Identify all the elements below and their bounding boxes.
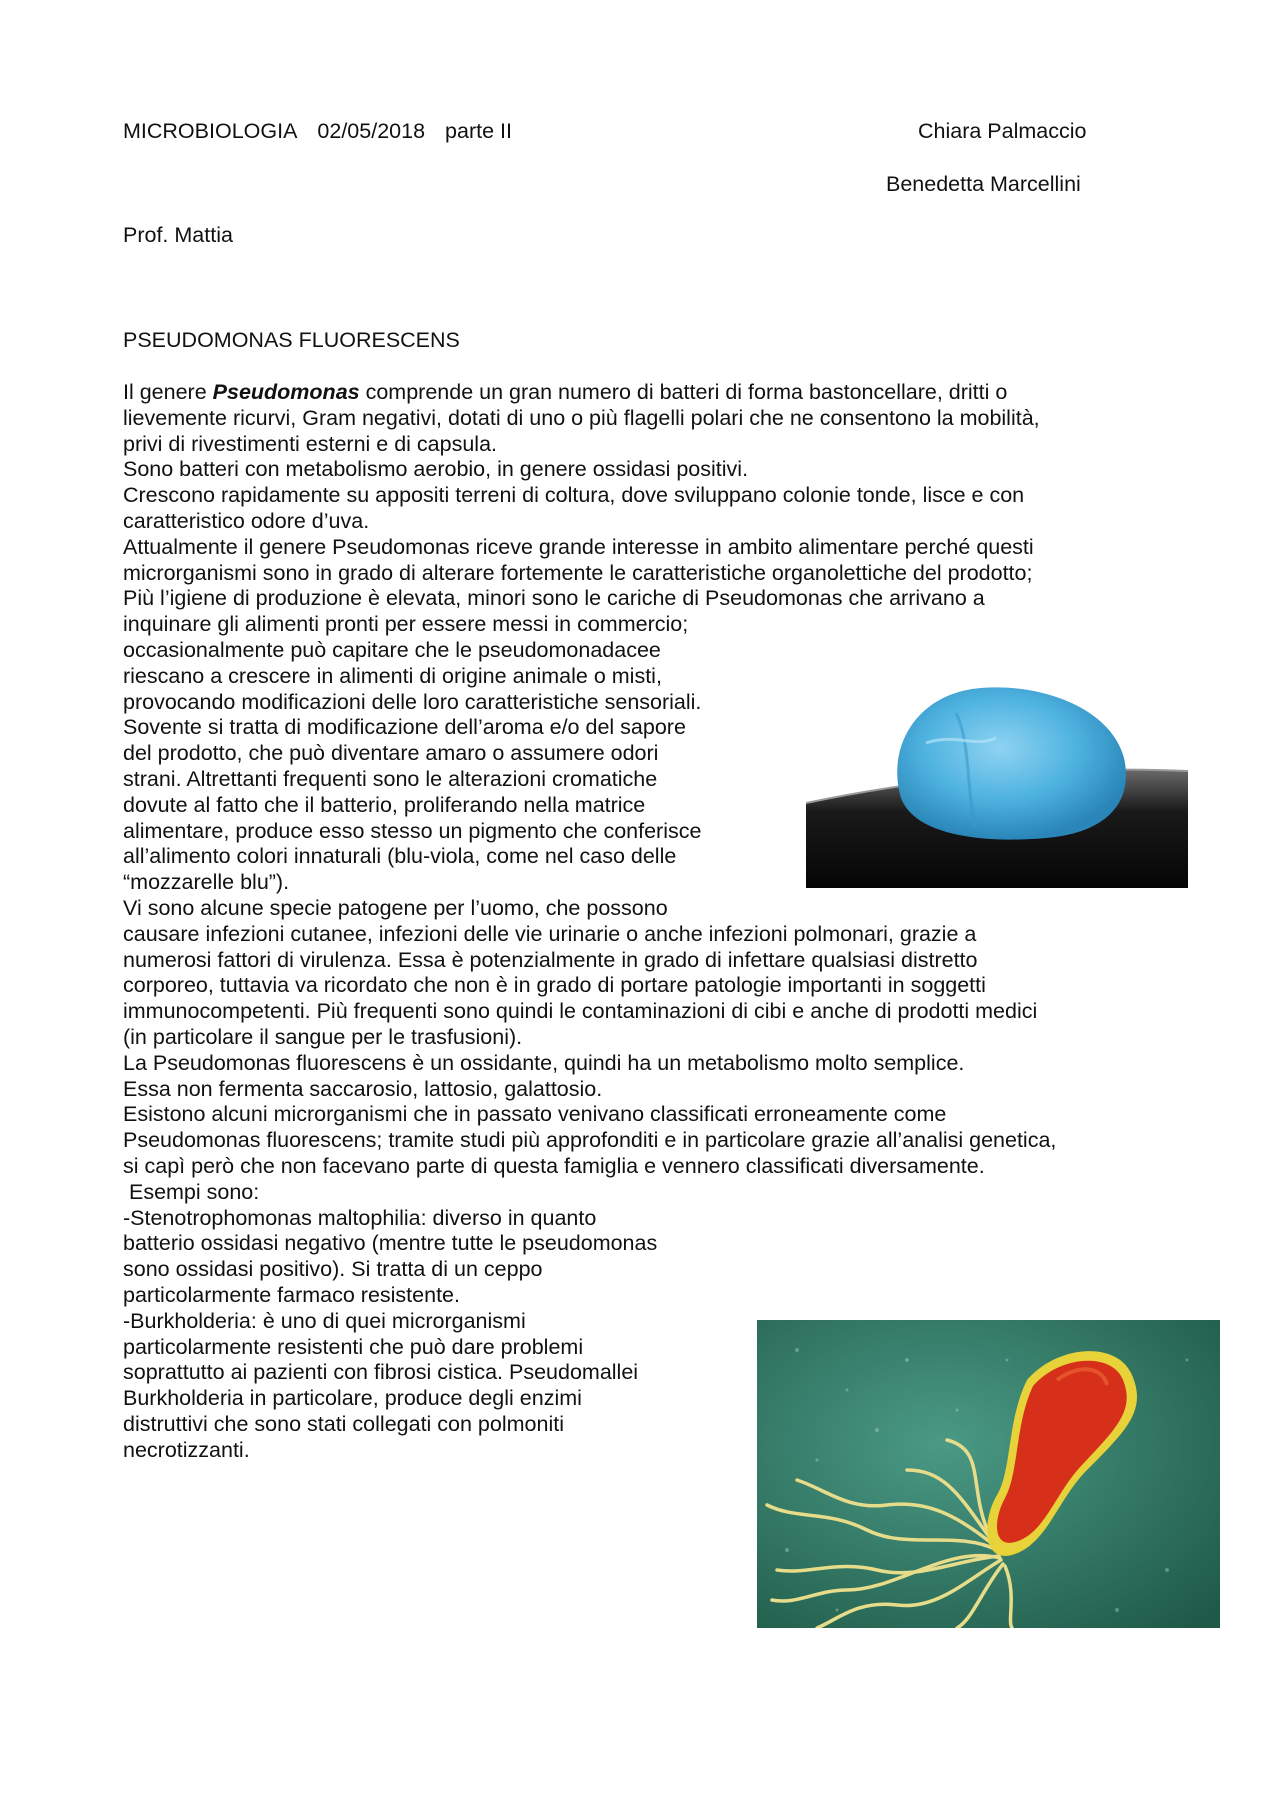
body-line: Pseudomonas fluorescens; tramite studi più approfonditi e in particolare grazie all’analisi genetica, xyxy=(123,1128,1057,1153)
body-line: particolarmente farmaco resistente. xyxy=(123,1283,460,1307)
body-line: Sovente si tratta di modificazione dell’aroma e/o del sapore xyxy=(123,715,686,740)
body-line: alimentare, produce esso stesso un pigmento che conferisce xyxy=(123,818,702,843)
professor: Prof. Mattia xyxy=(123,223,233,247)
blue-mozzarella-photo xyxy=(806,653,1188,888)
genus-name: Pseudomonas xyxy=(212,380,360,404)
body-line: si capì però che non facevano parte di questa famiglia e vennero classificati diversamente. xyxy=(123,1154,985,1178)
body-line: causare infezioni cutanee, infezioni delle vie urinarie o anche infezioni polmonari, grazie a xyxy=(123,921,977,946)
body-line: (in particolare il sangue per le trasfusioni). xyxy=(123,1025,523,1049)
body-line: privi di rivestimenti esterni e di capsula. xyxy=(123,431,498,456)
body-line: Esempi sono: xyxy=(123,1179,260,1204)
body-line: Esistono alcuni microrganismi che in passato venivano classificati erroneamente come xyxy=(123,1102,947,1127)
body-line: provocando modificazioni delle loro caratteristiche sensoriali. xyxy=(123,689,702,714)
body-line: Burkholderia in particolare, produce degli enzimi xyxy=(123,1386,582,1411)
body-line: Essa non fermenta saccarosio, lattosio, galattosio. xyxy=(123,1076,603,1101)
author-2: Benedetta Marcellini xyxy=(886,172,1081,196)
body-line: caratteristico odore d’uva. xyxy=(123,509,370,533)
body-line: -Stenotrophomonas maltophilia: diverso in quanto xyxy=(123,1205,597,1230)
body-line: batterio ossidasi negativo (mentre tutte le pseudomonas xyxy=(123,1231,658,1256)
body-line: all’alimento colori innaturali (blu-viola, come nel caso delle xyxy=(123,844,677,869)
body-line: microrganismi sono in grado di alterare fortemente le caratteristiche organolettiche del prodotto; xyxy=(123,560,1033,585)
body-line: Crescono rapidamente su appositi terreni di coltura, dove sviluppano colonie tonde, lisce e con xyxy=(123,483,1025,508)
intro-line xyxy=(123,380,1007,406)
body-line: sono ossidasi positivo). Si tratta di un ceppo xyxy=(123,1257,543,1282)
body-line: del prodotto, che può diventare amaro o assumere odori xyxy=(123,741,659,766)
body-line: inquinare gli alimenti pronti per essere messi in commercio; xyxy=(123,612,689,637)
section-title: PSEUDOMONAS FLUORESCENS xyxy=(123,328,460,352)
course-name: MICROBIOLOGIA xyxy=(123,119,298,143)
body-line: Vi sono alcune specie patogene per l’uomo, che possono xyxy=(123,896,668,920)
body-line: soprattutto ai pazienti con fibrosi cistica. Pseudomallei xyxy=(123,1360,639,1385)
intro-prefix: Il genere xyxy=(123,380,213,404)
body-line: distruttivi che sono stati collegati con polmoniti xyxy=(123,1412,564,1436)
body-line: numerosi fattori di virulenza. Essa è potenzialmente in grado di infettare qualsiasi distretto xyxy=(123,947,978,972)
author-1: Chiara Palmaccio xyxy=(918,119,1087,143)
intro-suffix: comprende un gran numero di batteri di forma bastoncellare, dritti o xyxy=(359,380,1008,404)
body-line: necrotizzanti. xyxy=(123,1437,250,1462)
body-line: particolarmente resistenti che può dare problemi xyxy=(123,1334,584,1359)
course-title xyxy=(123,118,512,144)
body-line: immunocompetenti. Più frequenti sono quindi le contaminazioni di cibi e anche di prodotti medici xyxy=(123,999,1038,1024)
lecture-date: 02/05/2018 xyxy=(317,119,426,143)
body-line: -Burkholderia: è uno di quei microrganismi xyxy=(123,1308,526,1333)
body-line: riescano a crescere in alimenti di origine animale o misti, xyxy=(123,663,662,688)
lecture-part: parte II xyxy=(445,119,512,143)
body-line: dovute al fatto che il batterio, proliferando nella matrice xyxy=(123,792,646,817)
body-line: Attualmente il genere Pseudomonas riceve grande interesse in ambito alimentare perché questi xyxy=(123,534,1034,559)
body-line: La Pseudomonas fluorescens è un ossidante, quindi ha un metabolismo molto semplice. xyxy=(123,1050,965,1075)
body-line: strani. Altrettanti frequenti sono le alterazioni cromatiche xyxy=(123,767,658,791)
bacterium-micrograph xyxy=(757,1320,1220,1628)
body-line: occasionalmente può capitare che le pseudomonadacee xyxy=(123,638,661,662)
body-line: Sono batteri con metabolismo aerobio, in genere ossidasi positivi. xyxy=(123,457,749,482)
body-line: Più l’igiene di produzione è elevata, minori sono le cariche di Pseudomonas che arrivano a xyxy=(123,586,985,611)
body-line: lievemente ricurvi, Gram negativi, dotati di uno o più flagelli polari che ne consentono la mobilità, xyxy=(123,405,1040,430)
body-line: corporeo, tuttavia va ricordato che non è in grado di portare patologie importanti in soggetti xyxy=(123,973,986,998)
body-line: “mozzarelle blu”). xyxy=(123,870,290,895)
